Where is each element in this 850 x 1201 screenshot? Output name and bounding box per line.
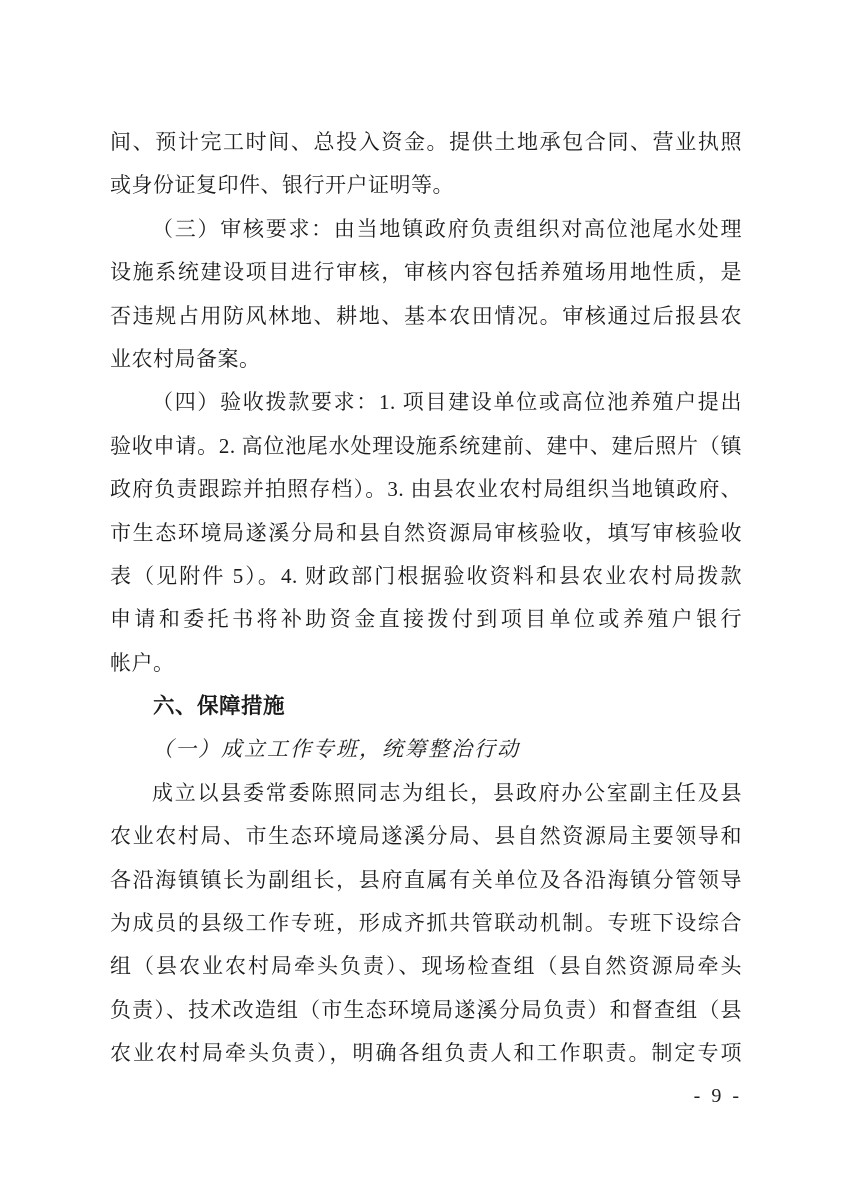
document-text-block [110, 121, 742, 1076]
subsection-heading: （一）成立工作专班，统筹整治行动 [152, 737, 520, 762]
text-line: （三）审核要求：由当地镇政府负责组织对高位池尾水处理 [152, 216, 742, 241]
text-line: 否违规占用防风林地、耕地、基本农田情况。审核通过后报县农 [110, 303, 742, 328]
text-line: 间、预计完工时间、总投入资金。提供土地承包合同、营业执照 [110, 130, 742, 154]
text-line: 业农村局备案。 [110, 346, 261, 371]
text-line: （四）验收拨款要求：1. 项目建设单位或高位池养殖户提出 [152, 390, 742, 415]
page-number: - 9 - [693, 1085, 742, 1107]
text-line: 组（县农业农村局牵头负责）、现场检查组（县自然资源局牵头 [110, 954, 742, 979]
text-line: 设施系统建设项目进行审核，审核内容包括养殖场用地性质，是 [110, 260, 742, 285]
text-line: 验收申请。2. 高位池尾水处理设施系统建前、建中、建后照片（镇 [110, 433, 742, 458]
text-line: 或身份证复印件、银行开户证明等。 [110, 173, 454, 198]
text-line: 申请和委托书将补助资金直接拨付到项目单位或养殖户银行 [110, 607, 742, 632]
text-line: 农业农村局、市生态环境局遂溪分局、县自然资源局主要领导和 [110, 824, 742, 849]
text-line: 成立以县委常委陈照同志为组长，县政府办公室副主任及县 [152, 780, 742, 805]
text-line: 各沿海镇镇长为副组长，县府直属有关单位及各沿海镇分管领导 [110, 867, 742, 892]
text-line: 农业农村局牵头负责），明确各组负责人和工作职责。制定专项 [110, 1041, 742, 1066]
text-line: 帐户。 [110, 650, 175, 675]
text-line: 政府负责跟踪并拍照存档）。3. 由县农业农村局组织当地镇政府、 [110, 477, 742, 502]
text-line: 市生态环境局遂溪分局和县自然资源局审核验收，填写审核验收 [110, 520, 742, 545]
section-heading: 六、保障措施 [153, 694, 286, 719]
text-line: 为成员的县级工作专班，形成齐抓共管联动机制。专班下设综合 [110, 911, 742, 936]
text-line: 负责）、技术改造组（市生态环境局遂溪分局负责）和督查组（县 [110, 997, 742, 1022]
text-line: 表（见附件 5）。4. 财政部门根据验收资料和县农业农村局拨款 [110, 563, 742, 588]
